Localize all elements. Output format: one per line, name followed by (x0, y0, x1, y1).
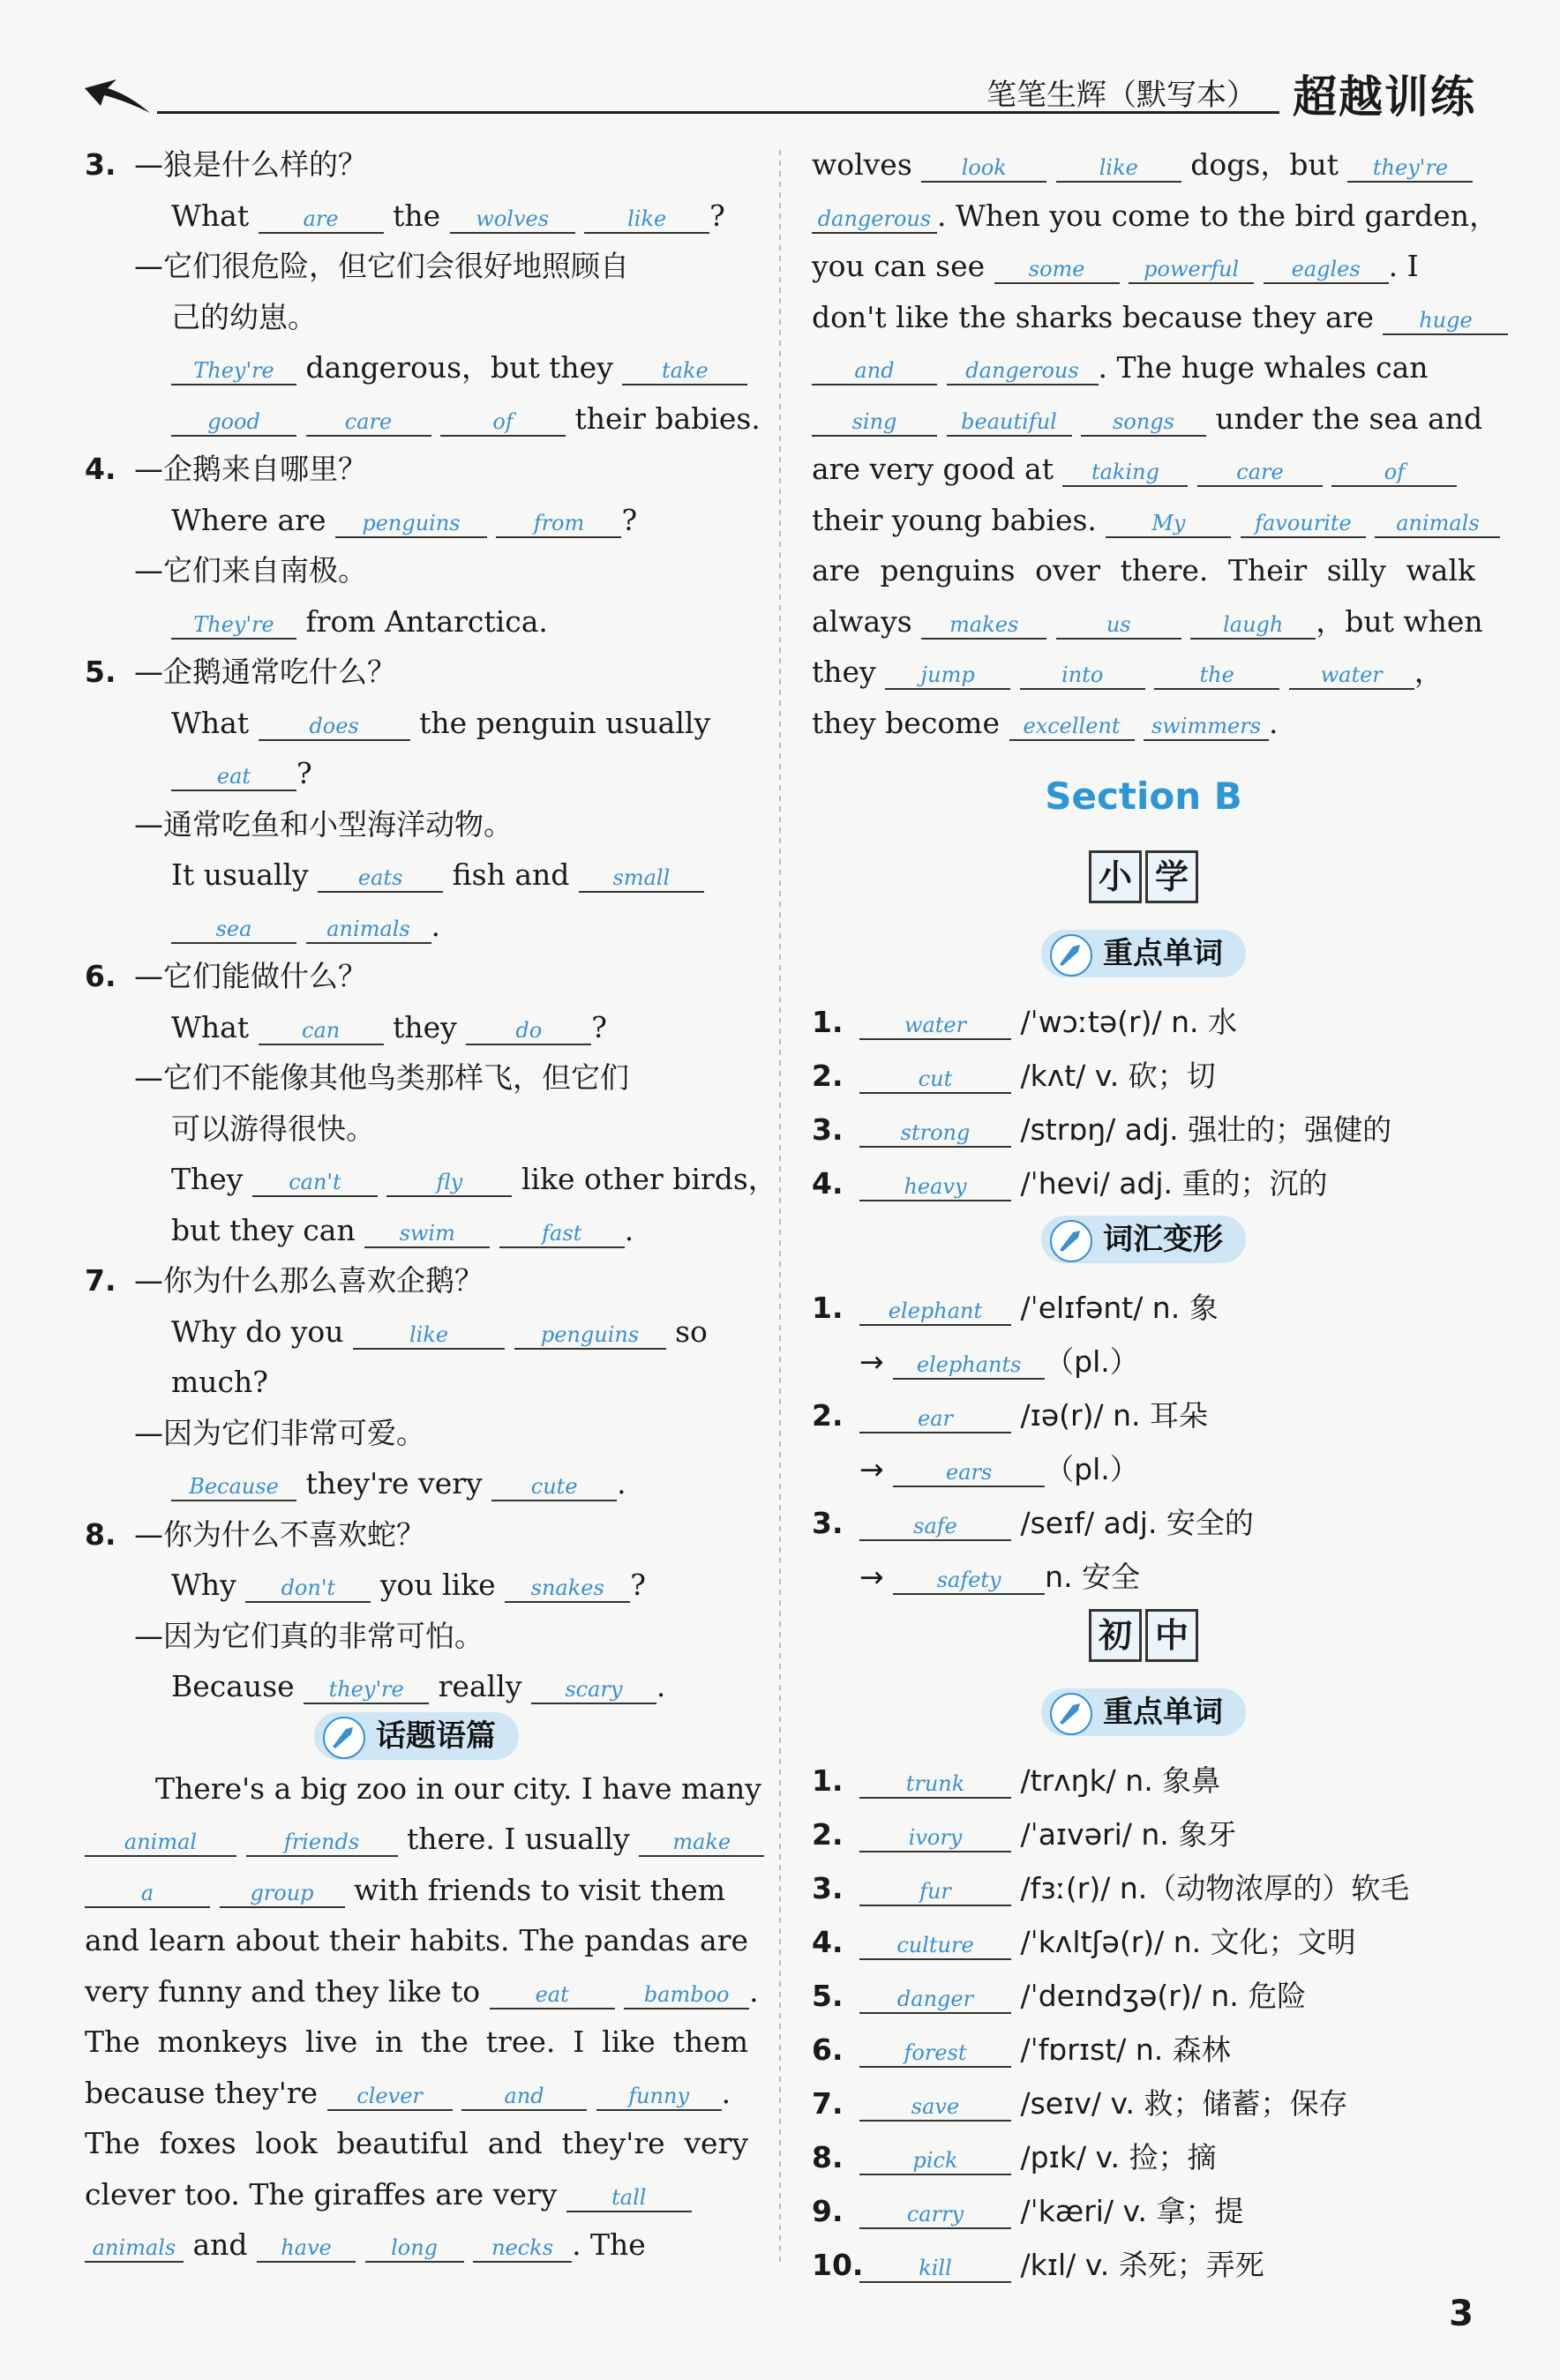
topic-passage-tag: 话题语篇 (314, 1712, 519, 1760)
item-number: 2. (812, 1059, 844, 1093)
answer-blank[interactable]: ivory (859, 1824, 1011, 1852)
word-definition: /kʌt/ v. 砍；切 (1020, 1059, 1216, 1093)
answer-blank[interactable]: they're (304, 1676, 429, 1704)
answer-blank[interactable]: bamboo (624, 1981, 749, 2010)
item-number: 5. (812, 1979, 844, 2013)
answer-blank[interactable]: safety (893, 1567, 1045, 1595)
answer-blank[interactable]: fur (859, 1878, 1011, 1906)
key-words-tag: 重点单词 (1041, 1688, 1246, 1736)
answer-blank[interactable]: danger (859, 1986, 1011, 2014)
answer-blank[interactable]: They're (171, 611, 296, 640)
arrow-icon: → (859, 1560, 884, 1594)
answer-blank[interactable]: don't (245, 1575, 371, 1603)
answer-blank[interactable]: powerful (1129, 256, 1254, 284)
answer-blank[interactable]: and (812, 357, 937, 385)
question-7: 7. —你为什么那么喜欢企鹅？ (85, 1263, 484, 1298)
answer-blank[interactable]: do (466, 1017, 591, 1045)
word-form-note: （pl.） (1045, 1344, 1139, 1379)
answer-blank[interactable]: songs (1081, 408, 1206, 437)
answer-blank[interactable]: fly (386, 1169, 512, 1197)
answer-blank[interactable]: laugh (1190, 611, 1316, 640)
word-definition: /kɪl/ v. 杀死；弄死 (1020, 2248, 1264, 2282)
answer-blank[interactable]: beautiful (947, 408, 1072, 437)
word-row (812, 1496, 1475, 1550)
answer-blank[interactable]: They're (171, 357, 296, 385)
word-definition: /ˈfɒrɪst/ n. 森林 (1020, 2032, 1231, 2067)
answer-blank[interactable]: sing (812, 408, 937, 437)
word-form-note: （pl.） (1045, 1452, 1139, 1486)
junior-school-label: 初 中 (812, 1604, 1475, 1683)
primary-word-list (812, 995, 1475, 1210)
answer-blank[interactable]: penguins (335, 510, 487, 538)
swoosh-arrow-icon (81, 76, 152, 116)
question-6: 6. —它们能做什么？ (85, 959, 367, 993)
answer-blank[interactable]: into (1020, 662, 1145, 690)
word-definition: /trʌŋk/ n. 象鼻 (1020, 1763, 1221, 1798)
answer-blank[interactable]: animal (85, 1829, 236, 1857)
answer-blank[interactable]: cut (859, 1066, 1011, 1094)
answer-blank[interactable]: water (1289, 662, 1414, 690)
answer-blank[interactable]: ears (893, 1459, 1045, 1487)
answer-blank[interactable]: like (584, 206, 709, 234)
answer-blank[interactable]: excellent (1009, 713, 1135, 741)
word-form-row (812, 1335, 1475, 1388)
word-row (812, 1861, 1475, 1915)
answer-blank[interactable]: care (306, 408, 431, 437)
answer-blank[interactable]: animals (1375, 510, 1500, 538)
answer-blank[interactable]: us (1056, 611, 1181, 640)
answer-blank[interactable]: Because (171, 1473, 296, 1501)
answer-blank[interactable]: a (85, 1880, 210, 1908)
answer-blank[interactable]: swimmers (1144, 713, 1269, 741)
answer-blank[interactable]: sea (171, 916, 296, 944)
pen-arrow-icon (1050, 1220, 1092, 1262)
word-forms-tag: 词汇变形 (1041, 1216, 1246, 1263)
answer-blank[interactable]: animals (306, 916, 431, 944)
answer-blank[interactable]: carry (859, 2201, 1011, 2229)
answer-blank[interactable]: elephant (859, 1298, 1011, 1326)
answer-blank[interactable]: can't (252, 1169, 378, 1197)
answer-blank[interactable]: jump (885, 662, 1010, 690)
answer-blank[interactable]: pick (859, 2147, 1011, 2175)
question-3: 3. —狼是什么样的？ (85, 147, 367, 182)
word-form-row (812, 1442, 1475, 1496)
answer-blank[interactable]: ear (859, 1405, 1011, 1433)
answer-blank[interactable]: of (1331, 459, 1457, 487)
left-column: 3. —狼是什么样的？ What are the wolves like ? —它们很危险，但它们会很好地照顾自 己的幼崽。 They're dangerous，but they take good care of their babies. 4. —企鹅来自哪里？ Where are penguins from ? —它们来自南极。 They're from Antarctica. 5. —企鹅通常吃什么？ What does the penguin usually eat ? —通常吃鱼和小型海洋动物。 It usually eats fish and small sea animals . 6. —它们能做什么？ What can they do ? —它们不能像其他鸟类那样飞，但它们 可以游得很快。 They can't fly like other birds， but they can swim fast . 7. —你为什么那么喜欢企鹅？ Why do you like penguins so much? —因为它们非常可爱。 Because they're very cute . 8. —你为什么不喜欢蛇？ Why don't you like snakes ? —因为它们真的非常可怕。 Because they're really scary . 话题语篇 There's a big zoo in our city. I have many animal friends there. I usually make a group with friends to visit them and learn about their habits. The pandas are very funny and they like to eat bamboo . The monkeys live in the tree. I like them because they're clever and funny . The foxes look beautiful and they're very clever too. The giraffes are very tall animals and have long necks . The (85, 139, 748, 2271)
answer-blank[interactable]: culture (859, 1932, 1011, 1960)
page-number: 3 (1449, 2294, 1474, 2334)
answer-blank[interactable]: penguins (514, 1321, 666, 1350)
answer-blank[interactable]: snakes (505, 1575, 630, 1603)
pen-arrow-icon (1050, 1693, 1092, 1735)
answer-blank[interactable]: friends (246, 1829, 398, 1857)
word-row (812, 1103, 1475, 1156)
word-row (812, 2077, 1475, 2130)
word-definition: /strɒŋ/ adj. 强壮的；强健的 (1020, 1112, 1392, 1147)
item-number: 10. (812, 2248, 864, 2282)
answer-blank[interactable]: have (257, 2234, 356, 2263)
answer-blank[interactable]: dangerous (812, 206, 937, 234)
word-row (812, 1388, 1475, 1442)
item-number: 7. (812, 2086, 844, 2121)
word-row (812, 2238, 1475, 2292)
word-definition: /fɜː(r)/ n.（动物浓厚的）软毛 (1020, 1871, 1410, 1905)
question-4: 4. —企鹅来自哪里？ (85, 452, 367, 486)
answer-blank[interactable]: animals (85, 2234, 184, 2263)
item-number: 1. (812, 1763, 844, 1798)
word-definition: /seɪv/ v. 救；储蓄；保存 (1020, 2086, 1348, 2121)
pen-arrow-icon (323, 1717, 365, 1759)
answer-blank[interactable]: huge (1383, 307, 1508, 335)
junior-word-list (812, 1754, 1475, 2292)
word-row (812, 1156, 1475, 1210)
word-definition: /ˈkæri/ v. 拿；提 (1020, 2194, 1244, 2228)
answer-blank[interactable]: eagles (1264, 256, 1389, 284)
answer-blank[interactable]: does (259, 713, 410, 741)
answer-blank[interactable]: long (365, 2234, 464, 2263)
item-number: 1. (812, 1005, 844, 1039)
answer-blank[interactable]: trunk (859, 1770, 1011, 1799)
answer-blank[interactable]: water (859, 1012, 1011, 1040)
answer-blank[interactable]: swim (364, 1220, 490, 1248)
word-row (812, 2184, 1475, 2238)
answer-blank[interactable]: the (1154, 662, 1279, 690)
answer-blank[interactable]: eats (318, 864, 443, 893)
item-number: 2. (812, 1817, 844, 1852)
answer-blank[interactable]: good (171, 408, 296, 437)
word-forms-list (812, 1281, 1475, 1604)
word-row (812, 995, 1475, 1049)
answer-blank[interactable]: funny (596, 2083, 722, 2111)
word-row (812, 1915, 1475, 1969)
answer-blank[interactable]: some (994, 256, 1120, 284)
answer-blank[interactable]: of (440, 408, 566, 437)
pen-arrow-icon (1050, 934, 1092, 977)
answer-blank[interactable]: wolves (450, 206, 575, 234)
word-row (812, 2023, 1475, 2077)
answer-blank[interactable]: take (622, 357, 747, 385)
item-number: 1. (812, 1291, 844, 1325)
answer-blank[interactable]: strong (859, 1119, 1011, 1148)
answer-blank[interactable]: and (461, 2083, 587, 2111)
word-definition: /ˈelɪfənt/ n. 象 (1020, 1291, 1219, 1325)
answer-blank[interactable]: from (496, 510, 621, 538)
right-column: wolves look like dogs，but they're dangerous . When you come to the bird garden， you can see some powerful eagles . I don't like the sharks because they are huge and dangerous . The huge whales can sing beautiful songs under the sea and are very good at taking care of their young babies. My favourite animals are penguins over there. Their silly walk always makes us laugh ，but when they jump into the water ， they become excellent swimmers . Section B 小 学 重点单词 1. water /ˈwɔːtə(r)/ n. 水 2. cut /kʌt/ v. 砍；切 3. strong /strɒŋ/ adj. 强壮的；强健的 4. heavy /ˈhevi/ adj. 重的；沉的 词汇变形 1. elephant /ˈelɪfənt/ n. 象 → elephants （pl.） 2. ear /ɪə(r)/ n. 耳朵 → ears （pl.） 3. safe /seɪf/ adj. 安全的 → safety n. 安全 初 中 重点单词 1. trunk /trʌŋk/ n. 象鼻 2. ivory /ˈaɪvəri/ n. 象牙 3. fur /fɜː(r)/ n.（动物浓厚的）软毛 4. culture /ˈkʌltʃə(r)/ n. 文化；文明 5. danger /ˈdeɪndʒə(r)/ n. 危险 6. forest /ˈfɒrɪst/ n. 森林 7. save /seɪv/ v. 救；储蓄；保存 8. pick /pɪk/ v. 捡；摘 9. carry /ˈkæri/ v. 拿；提 10. kill /kɪl/ v. 杀死；弄死 (812, 139, 1475, 2292)
answer-blank[interactable]: can (259, 1017, 384, 1045)
word-row (812, 2130, 1475, 2184)
answer-blank[interactable]: cute (491, 1473, 617, 1501)
word-row (812, 1754, 1475, 1807)
header-subtitle: 笔笔生辉（默写本） (986, 78, 1256, 113)
answer-blank[interactable]: forest (859, 2039, 1011, 2068)
answer-blank[interactable]: favourite (1241, 510, 1366, 538)
header-title: 超越训练 (1293, 71, 1476, 123)
column-divider (779, 150, 781, 2267)
word-row (812, 1807, 1475, 1861)
item-number: 3. (812, 1871, 844, 1905)
word-row (812, 1281, 1475, 1335)
word-definition: /ˈwɔːtə(r)/ n. 水 (1020, 1005, 1237, 1039)
item-number: 9. (812, 2194, 844, 2228)
word-definition: /ɪə(r)/ n. 耳朵 (1020, 1398, 1209, 1433)
answer-blank[interactable]: eat (171, 763, 296, 791)
answer-blank[interactable]: taking (1062, 459, 1188, 487)
key-words-tag: 重点单词 (1041, 930, 1246, 977)
question-8: 8. —你为什么不喜欢蛇？ (85, 1516, 425, 1552)
word-definition: /ˈaɪvəri/ n. 象牙 (1020, 1817, 1237, 1852)
item-number: 4. (812, 1925, 844, 1959)
arrow-icon: → (859, 1452, 884, 1486)
word-definition: /pɪk/ v. 捡；摘 (1020, 2140, 1217, 2174)
answer-blank[interactable]: scary (531, 1676, 656, 1704)
answer-blank[interactable]: kill (859, 2255, 1011, 2283)
answer-blank[interactable]: are (259, 206, 384, 234)
primary-school-label: 小 学 (812, 845, 1475, 924)
answer-blank[interactable]: group (220, 1880, 345, 1908)
answer-blank[interactable]: elephants (893, 1351, 1045, 1380)
word-row (812, 1049, 1475, 1103)
answer-blank[interactable]: like (1056, 154, 1181, 183)
word-form-note: n. 安全 (1045, 1560, 1141, 1594)
answer-blank[interactable]: small (579, 864, 704, 893)
answer-blank[interactable]: care (1197, 459, 1323, 487)
word-definition: /ˈhevi/ adj. 重的；沉的 (1020, 1166, 1328, 1201)
answer-blank[interactable]: fast (499, 1220, 625, 1248)
answer-blank[interactable]: tall (566, 2184, 692, 2212)
answer-blank[interactable]: save (859, 2093, 1011, 2122)
answer-blank[interactable]: safe (859, 1513, 1011, 1541)
item-number: 6. (812, 2032, 844, 2067)
answer-blank[interactable]: dangerous (947, 357, 1099, 385)
answer-blank[interactable]: make (639, 1829, 764, 1857)
answer-blank[interactable]: eat (490, 1981, 615, 2010)
arrow-icon: → (859, 1344, 884, 1379)
item-number: 3. (812, 1506, 844, 1540)
word-definition: /ˈkʌltʃə(r)/ n. 文化；文明 (1020, 1925, 1356, 1959)
section-heading: Section B (1045, 775, 1242, 818)
answer-blank[interactable]: look (921, 154, 1046, 183)
answer-blank[interactable]: like (353, 1321, 505, 1350)
item-number: 2. (812, 1398, 844, 1433)
word-definition: /ˈdeɪndʒə(r)/ n. 危险 (1020, 1979, 1307, 2013)
item-number: 4. (812, 1166, 844, 1201)
answer-blank[interactable]: necks (473, 2234, 572, 2263)
word-form-row (812, 1550, 1475, 1604)
answer-blank[interactable]: My (1106, 510, 1231, 538)
item-number: 3. (812, 1112, 844, 1147)
answer-blank[interactable]: makes (921, 611, 1046, 640)
question-5: 5. —企鹅通常吃什么？ (85, 655, 396, 689)
item-number: 8. (812, 2140, 844, 2174)
word-definition: /seɪf/ adj. 安全的 (1020, 1506, 1254, 1540)
answer-blank[interactable]: heavy (859, 1173, 1011, 1201)
answer-blank[interactable]: they're (1347, 154, 1473, 183)
answer-blank[interactable]: clever (327, 2083, 453, 2111)
word-row (812, 1969, 1475, 2023)
